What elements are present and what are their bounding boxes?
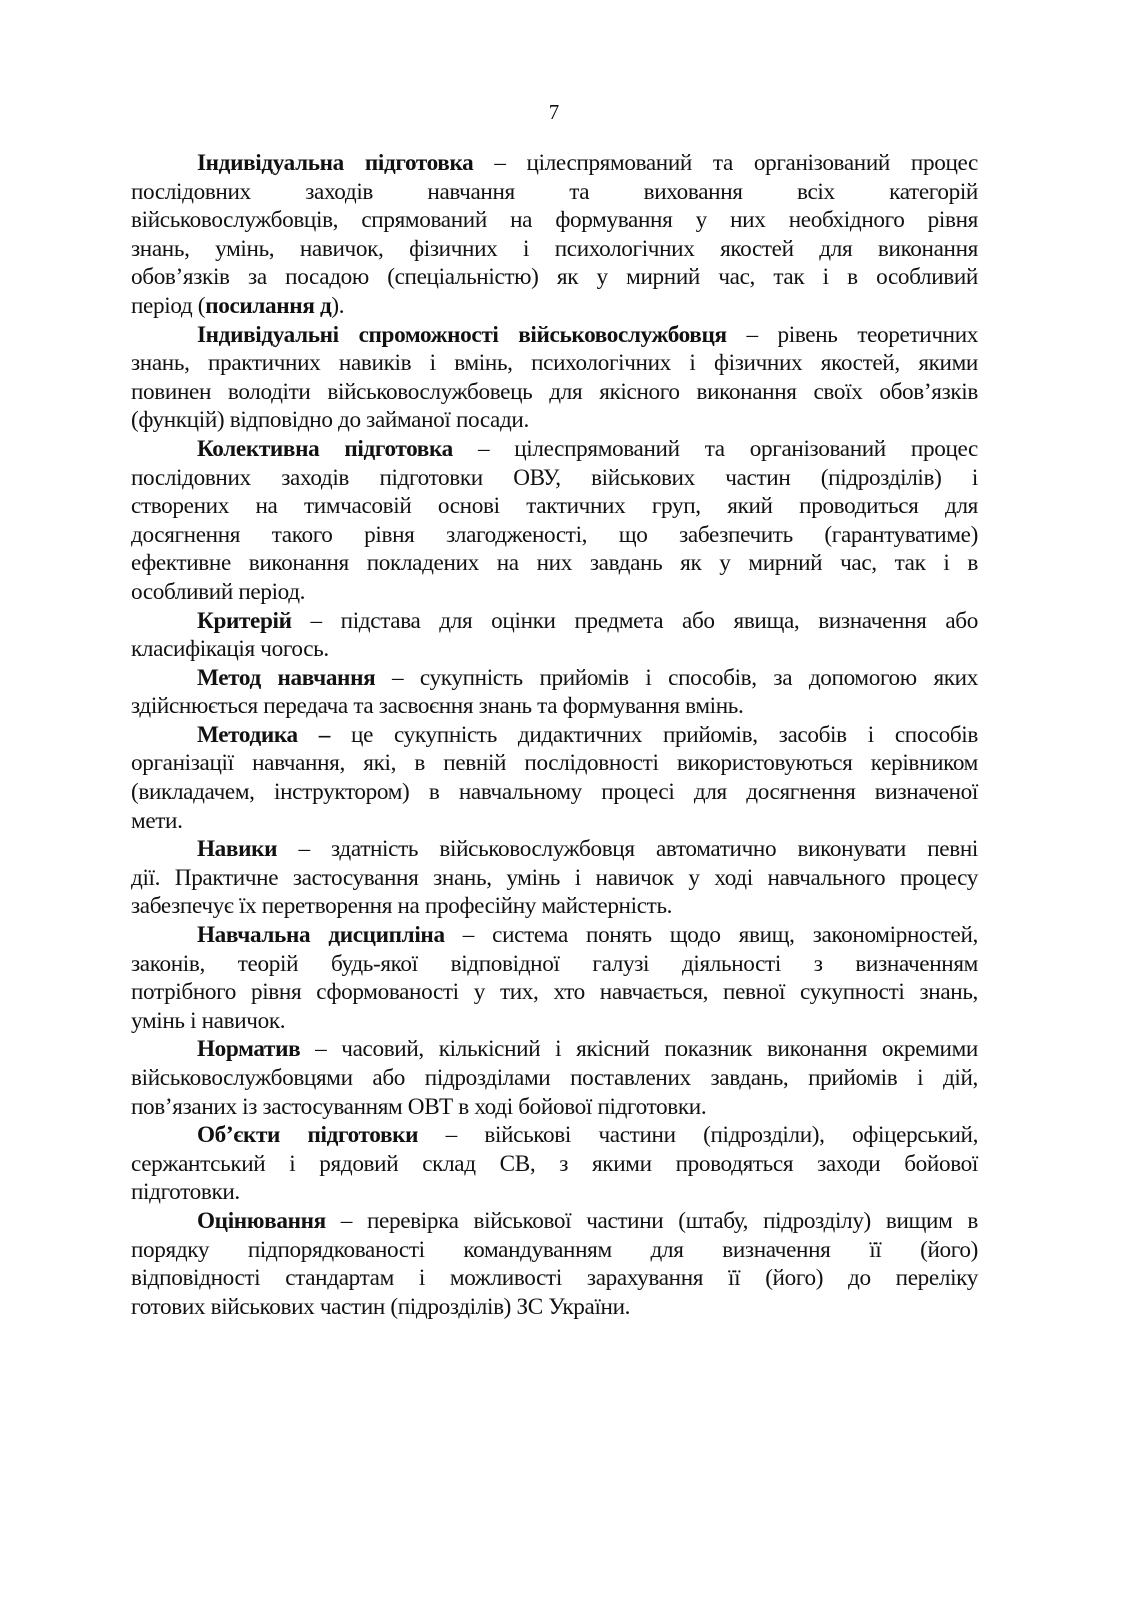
page-number: 7	[548, 100, 560, 124]
glossary-entry-individual-capabilities	[131, 321, 978, 435]
entry-line: створених на тимчасовій основі тактичних груп, який проводиться для	[131, 493, 978, 520]
definition-text: період (	[131, 292, 206, 319]
glossary-entry-skills	[131, 835, 978, 921]
entry-line: (викладачем, інструктором) в навчальному процесі для досягнення визначеної	[131, 779, 978, 806]
term: Колективна підготовка	[197, 435, 453, 462]
glossary-entry-training-objects	[131, 1121, 978, 1207]
entry-line: особливий період.	[131, 578, 306, 605]
definition-text: – цілеспрямований та організований процес	[473, 150, 978, 176]
entry-line: законів, теорій будь-якої відповідної галузі діяльності з визначенням	[131, 950, 978, 977]
definition-text: ).	[331, 292, 345, 319]
glossary-entry-methodology	[131, 721, 978, 835]
definition-text: – перевірка військової частини (штабу, підрозділу) вищим в	[325, 1207, 978, 1234]
term: Навики	[197, 836, 278, 863]
entry-line	[131, 664, 978, 693]
glossary-entry-individual-training	[131, 149, 978, 321]
entry-line	[131, 321, 978, 350]
term: Оцінювання	[197, 1207, 326, 1234]
entry-line: забезпечує їх перетворення на професійну майстерність.	[131, 893, 673, 920]
entry-line	[131, 1035, 978, 1064]
reference-link: посилання д	[205, 292, 332, 319]
entry-line: повинен володіти військовослужбовець для якісного виконання своїх обов’язків	[131, 378, 978, 405]
entry-line: мети.	[131, 807, 183, 834]
entry-line: сержантський і рядовий склад СВ, з якими проводяться заходи бойової	[131, 1150, 978, 1177]
entry-line	[131, 921, 978, 950]
entry-line	[131, 292, 978, 321]
entry-line: класифікація чогось.	[131, 636, 329, 663]
entry-line: здійснюється передача та засвоєння знань та формування вмінь.	[131, 693, 744, 720]
term: Методика –	[197, 721, 331, 748]
entry-line	[131, 1121, 978, 1150]
entry-line	[131, 721, 978, 750]
entry-line: пов’язаних із застосуванням ОВТ в ході бойової підготовки.	[131, 1093, 707, 1120]
entry-line: організації навчання, які, в певній послідовності використовуються керівником	[131, 750, 978, 777]
definition-text: – військові частини (підрозділи), офіцерський,	[418, 1122, 979, 1149]
term: Метод навчання	[197, 664, 376, 691]
definition-text: – підстава для оцінки предмета або явища, визначення або	[291, 607, 978, 634]
entry-line	[131, 1207, 978, 1236]
glossary-entry-teaching-method	[131, 664, 978, 721]
definition-text: – сукупність прийомів і способів, за допомогою яких	[375, 664, 978, 691]
definition-text: – здатність військовослужбовця автоматично виконувати певні	[277, 836, 978, 863]
entry-line: відповідності стандартам і можливості зарахування її (його) до переліку	[131, 1265, 978, 1292]
entry-line: підготовки.	[131, 1179, 240, 1206]
definition-text: – часовий, кількісний і якісний показник виконання окремими	[300, 1036, 978, 1063]
entry-line: послідовних заходів навчання та виховання всіх категорій	[131, 178, 978, 205]
definition-text: – рівень теоретичних	[726, 321, 978, 348]
entry-line	[131, 607, 978, 636]
entry-line: знань, умінь, навичок, фізичних і психологічних якостей для виконання	[131, 235, 978, 262]
entry-line: ефективне виконання покладених на них завдань як у мирний час, так і в	[131, 550, 978, 577]
glossary-entry-collective-training	[131, 435, 978, 607]
term: Норматив	[197, 1036, 301, 1063]
glossary-body	[131, 149, 978, 1321]
definition-text: – система понять щодо явищ, закономірностей,	[444, 922, 978, 949]
term: Індивідуальні спроможності військовослужбовця	[197, 321, 727, 348]
entry-line	[131, 835, 978, 864]
glossary-entry-evaluation	[131, 1207, 978, 1321]
glossary-entry-criterion	[131, 607, 978, 664]
definition-text: це сукупність дидактичних прийомів, засобів і способів	[330, 721, 978, 748]
entry-line: готових військових частин (підрозділів) ЗС України.	[131, 1293, 631, 1320]
entry-line: військовослужбовцями або підрозділами поставлених завдань, прийомів і дій,	[131, 1065, 978, 1091]
entry-line: дії. Практичне застосування знань, умінь і навичок у ході навчального процесу	[131, 864, 978, 891]
entry-line: військовослужбовців, спрямований на формування у них необхідного рівня	[131, 207, 978, 234]
definition-text: – цілеспрямований та організований процес	[452, 435, 978, 462]
term: Навчальна дисципліна	[197, 922, 445, 949]
entry-line: потрібного рівня сформованості у тих, хто навчається, певної сукупності знань,	[131, 979, 978, 1006]
term: Індивідуальна підготовка	[197, 150, 474, 176]
term: Критерій	[197, 607, 292, 634]
entry-line: обов’язків за посадою (спеціальністю) як у мирний час, так і в особливий	[131, 264, 978, 291]
entry-line: порядку підпорядкованості командуванням для визначення її (його)	[131, 1236, 978, 1263]
entry-line: (функцій) відповідно до займаної посади.	[131, 407, 529, 434]
entry-line	[131, 149, 978, 178]
entry-line	[131, 435, 978, 464]
entry-line: досягнення такого рівня злагодженості, що забезпечить (гарантуватиме)	[131, 521, 978, 548]
entry-line: послідовних заходів підготовки ОВУ, військових частин (підрозділів) і	[131, 464, 978, 491]
entry-line: умінь і навичок.	[131, 1007, 286, 1034]
glossary-entry-academic-discipline	[131, 921, 978, 1035]
glossary-entry-standard	[131, 1035, 978, 1121]
entry-line: знань, практичних навиків і вмінь, психологічних і фізичних якостей, якими	[131, 350, 978, 377]
term: Об’єкти підготовки	[197, 1122, 419, 1149]
